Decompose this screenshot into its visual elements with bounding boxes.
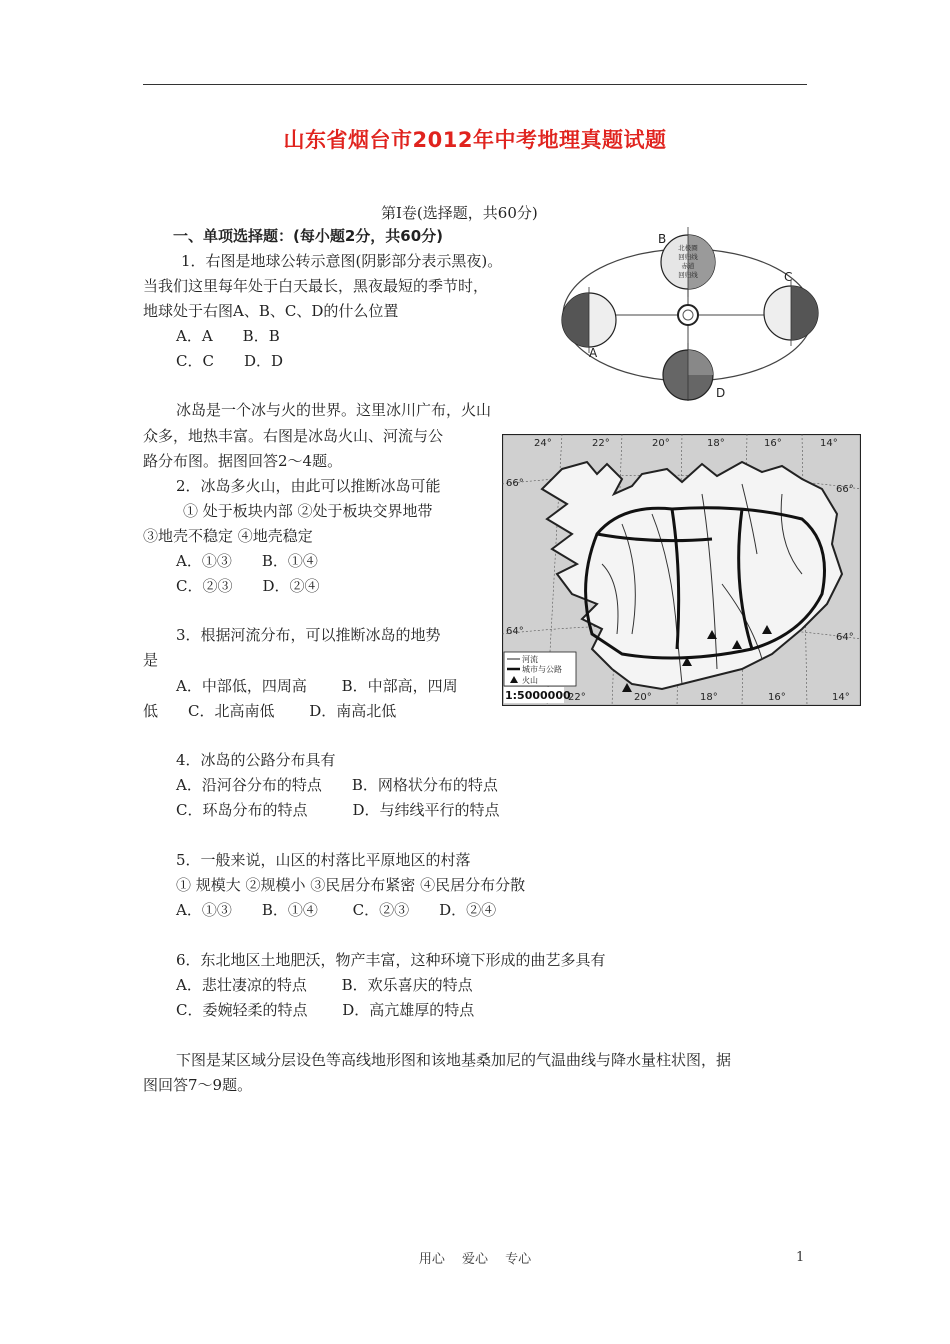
map-left-lat: 64°: [506, 626, 524, 637]
q5-options: A．①③ B．①④ C．②③ D．②④: [176, 901, 497, 919]
part1-heading: 一、单项选择题：(每小题2分，共60分): [173, 227, 444, 245]
earth-a: [562, 287, 616, 353]
q4-options-2: C．环岛分布的特点 D．与纬线平行的特点: [176, 801, 500, 819]
map-top-tick: 22°: [592, 438, 610, 449]
section-heading: 第Ⅰ卷(选择题，共60分): [381, 204, 538, 222]
q4-options-1: A．沿河谷分布的特点 B．网格状分布的特点: [176, 776, 498, 794]
earth-orbit-figure: [556, 225, 822, 403]
label-c: C: [784, 270, 793, 284]
q4-stem: 4．冰岛的公路分布具有: [176, 751, 336, 769]
q5-stem: 5．一般来说，山区的村落比平原地区的村落: [176, 851, 471, 869]
map-bottom-tick: 14°: [832, 692, 850, 703]
iceland-intro-3: 路分布图。据图回答2～4题。: [143, 452, 343, 470]
earth-c: [764, 280, 818, 346]
label-b: B: [658, 232, 667, 246]
map-top-tick: 14°: [820, 438, 838, 449]
q3-stem-2: 是: [143, 651, 159, 669]
legend-volcano: 火山: [522, 676, 538, 685]
q7-9-intro-2: 图回答7～9题。: [143, 1076, 253, 1094]
earth-b: [661, 227, 715, 297]
q2-statements-2: ③地壳不稳定 ④地壳稳定: [143, 527, 313, 545]
map-bottom-tick: 18°: [700, 692, 718, 703]
page-number: 1: [796, 1250, 805, 1265]
label-d: D: [716, 386, 726, 400]
map-right-lat: 64°: [836, 632, 854, 643]
map-left-lat: 66°: [506, 478, 524, 489]
q2-options-ab: A．①③ B．①④: [176, 552, 318, 570]
circle-label: 赤道: [681, 262, 695, 270]
earth-d: [663, 343, 713, 401]
q2-stem: 2．冰岛多火山，由此可以推断冰岛可能: [176, 477, 441, 495]
q7-9-intro-1: 下图是某区域分层设色等高线地形图和该地基桑加尼的气温曲线与降水量柱状图，据: [176, 1051, 732, 1069]
q3-options-2: 低 C．北高南低 D．南高北低: [143, 702, 397, 720]
map-right-lat: 66°: [836, 484, 854, 495]
q1-stem-3: 地球处于右图A、B、C、D的什么位置: [143, 302, 399, 320]
circle-label: 回归线: [678, 271, 698, 279]
label-a: A: [589, 346, 598, 360]
map-top-tick: 24°: [534, 438, 552, 449]
header-rule: [143, 84, 807, 85]
circle-label: 回归线: [678, 253, 698, 261]
map-bottom-tick: 16°: [768, 692, 786, 703]
q3-options-1: A．中部低，四周高 B．中部高，四周: [176, 677, 458, 695]
q1-stem-2: 当我们这里每年处于白天最长，黑夜最短的季节时，: [143, 277, 489, 295]
iceland-intro-2: 众多，地热丰富。右图是冰岛火山、河流与公: [143, 427, 444, 445]
q3-stem-1: 3．根据河流分布，可以推断冰岛的地势: [176, 626, 441, 644]
map-top-tick: 18°: [707, 438, 725, 449]
map-legend: [504, 652, 576, 686]
q2-options-cd: C．②③ D．②④: [176, 577, 320, 595]
iceland-map: [502, 434, 861, 706]
map-top-tick: 20°: [652, 438, 670, 449]
legend-road: 城市与公路: [522, 665, 562, 674]
q6-options-2: C．委婉轻柔的特点 D．高亢雄厚的特点: [176, 1001, 475, 1019]
map-bottom-tick: 20°: [634, 692, 652, 703]
q5-statements: ① 规模大 ②规模小 ③民居分布紧密 ④民居分布分散: [176, 876, 526, 894]
page-title: 山东省烟台市2012年中考地理真题试题: [283, 128, 667, 152]
q1-stem-1: 1．右图是地球公转示意图(阴影部分表示黑夜)。: [181, 252, 503, 270]
q1-options-ab: A．A B．B: [176, 327, 280, 345]
map-top-tick: 16°: [764, 438, 782, 449]
q6-stem: 6．东北地区土地肥沃，物产丰富，这种环境下形成的曲艺多具有: [176, 951, 606, 969]
circle-label: 北极圈: [678, 244, 698, 252]
map-bottom-tick: 22°: [568, 692, 586, 703]
iceland-intro-1: 冰岛是一个冰与火的世界。这里冰川广布，火山: [176, 401, 492, 419]
q1-options-cd: C．C D．D: [176, 352, 284, 370]
map-scale: 1:5000000: [505, 689, 571, 702]
q6-options-1: A．悲壮凄凉的特点 B．欢乐喜庆的特点: [176, 976, 473, 994]
page-footer: 用心 爱心 专心: [418, 1252, 532, 1267]
legend-river: 河流: [522, 655, 538, 664]
q2-statements-1: ① 处于板块内部 ②处于板块交界地带: [183, 502, 433, 520]
